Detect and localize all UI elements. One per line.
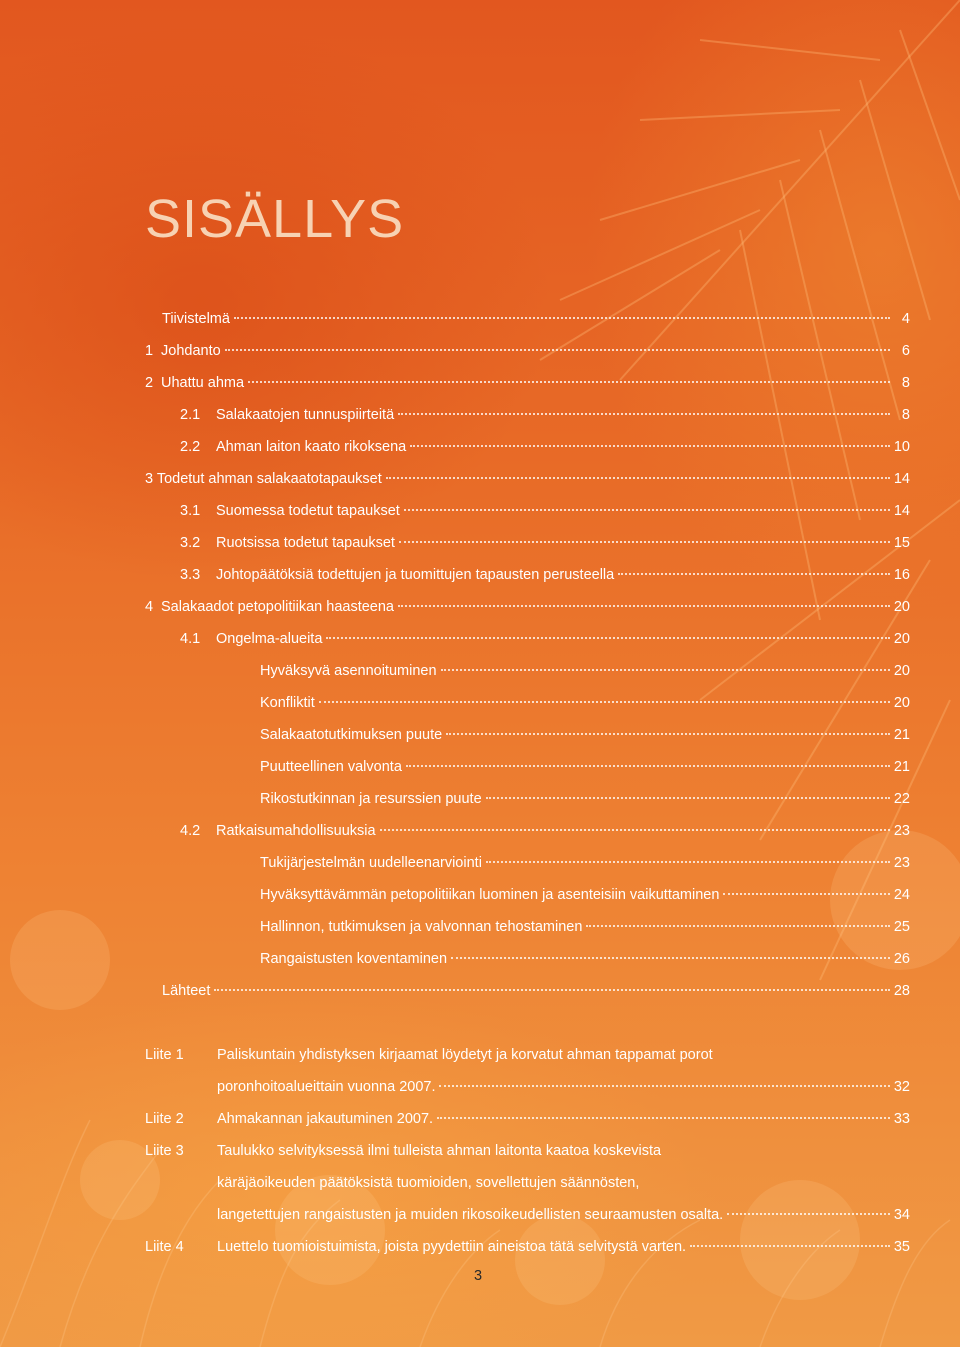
toc-entry[interactable] [162, 309, 910, 329]
toc-entry[interactable] [260, 917, 910, 937]
toc-entry-label: Konfliktit [260, 695, 315, 711]
toc-entry-number: 2 [145, 375, 154, 391]
appendix-page: 33 [893, 1111, 910, 1127]
toc-entry-page: 20 [893, 695, 910, 711]
toc-entry[interactable] [145, 597, 910, 617]
toc-entry-page: 23 [893, 823, 910, 839]
toc-entry-number: 4.1 [180, 631, 201, 647]
toc-entry-page: 20 [893, 631, 910, 647]
appendix-entry[interactable] [217, 1109, 910, 1129]
dot-leader [234, 317, 890, 319]
toc-entry-page: 16 [893, 567, 910, 583]
toc-entry-number: 3.1 [180, 503, 201, 519]
dot-leader [586, 925, 889, 927]
dot-leader [486, 861, 890, 863]
toc-entry[interactable] [180, 405, 910, 425]
appendix-number: Liite 3 [145, 1143, 184, 1159]
appendix-page: 32 [893, 1079, 910, 1095]
appendix-title-line[interactable]: käräjäoikeuden päätöksistä tuomioiden, sovellettujen säännösten, [217, 1175, 640, 1191]
toc-entry[interactable] [145, 341, 910, 361]
toc-entry-page: 15 [893, 535, 910, 551]
toc-entry[interactable] [260, 693, 910, 713]
toc-entry-number: 2.2 [180, 439, 201, 455]
toc-entry-number: 1 [145, 343, 154, 359]
toc-entry-label: Ruotsissa todetut tapaukset [216, 535, 395, 551]
appendix-title-line: Luettelo tuomioistuimista, joista pyydettiin aineistoa tätä selvitystä varten. [217, 1239, 687, 1255]
toc-entry-page: 28 [893, 983, 910, 999]
toc-entry-page: 14 [893, 503, 910, 519]
toc-entry[interactable] [180, 533, 910, 553]
dot-leader [225, 349, 890, 351]
toc-entry-page: 23 [893, 855, 910, 871]
toc-entry-page: 4 [901, 311, 910, 327]
toc-entry-page: 22 [893, 791, 910, 807]
toc-entry[interactable] [145, 469, 910, 489]
appendix-entry[interactable] [217, 1077, 910, 1097]
toc-entry-number: 3.2 [180, 535, 201, 551]
appendix-entry[interactable] [217, 1205, 910, 1225]
dot-leader [398, 605, 890, 607]
toc-entry-label: Rangaistusten koventaminen [260, 951, 448, 967]
toc-entry-page: 20 [893, 599, 910, 615]
toc-entry-label: Hyväksyvä asennoituminen [260, 663, 437, 679]
appendix-number: Liite 2 [145, 1111, 184, 1127]
dot-leader [486, 797, 890, 799]
dot-leader [723, 893, 889, 895]
toc-entry-label: Hallinnon, tutkimuksen ja valvonnan tehostaminen [260, 919, 583, 935]
toc-entry-label: Salakaatotutkimuksen puute [260, 727, 443, 743]
dot-leader [399, 541, 890, 543]
dot-leader [437, 1117, 890, 1119]
dot-leader [319, 701, 890, 703]
dot-leader [248, 381, 890, 383]
toc-entry-page: 8 [901, 375, 910, 391]
dot-leader [326, 637, 889, 639]
toc-entry-label: Salakaatojen tunnuspiirteitä [216, 407, 395, 423]
toc-entry-label: Lähteet [162, 983, 211, 999]
dot-leader [451, 957, 890, 959]
toc-entry-page: 21 [893, 759, 910, 775]
appendix-number: Liite 1 [145, 1047, 184, 1063]
toc-entry-label: Johtopäätöksiä todettujen ja tuomittujen tapausten perusteella [216, 567, 615, 583]
dot-leader [386, 477, 890, 479]
dot-leader [727, 1213, 890, 1215]
toc-entry-page: 8 [901, 407, 910, 423]
toc-entry-page: 10 [893, 439, 910, 455]
toc-entry-number: 2.1 [180, 407, 201, 423]
toc-entry-label: Tiivistelmä [162, 311, 230, 327]
appendix-number: Liite 4 [145, 1239, 184, 1255]
toc-entry-label: Hyväksyttävämmän petopolitiikan luominen ja asenteisiin vaikuttaminen [260, 887, 720, 903]
dot-leader [441, 669, 890, 671]
toc-entry[interactable] [260, 885, 910, 905]
toc-entry-label: Uhattu ahma [161, 375, 245, 391]
appendix-title-line: langetettujen rangaistusten ja muiden rikosoikeudellisten seuraamusten osalta. [217, 1207, 724, 1223]
toc-entry-page: 21 [893, 727, 910, 743]
page-title: SISÄLLYS [145, 189, 405, 249]
dot-leader [214, 989, 889, 991]
toc-entry[interactable] [180, 501, 910, 521]
appendix-title-line: Ahmakannan jakautuminen 2007. [217, 1111, 434, 1127]
dot-leader [439, 1085, 889, 1087]
toc-entry[interactable] [162, 981, 910, 1001]
toc-entry[interactable] [180, 629, 910, 649]
toc-entry-label: Ongelma-alueita [216, 631, 323, 647]
toc-entry-label: 3 Todetut ahman salakaatotapaukset [145, 471, 382, 487]
toc-entry[interactable] [180, 821, 910, 841]
toc-entry-label: Rikostutkinnan ja resurssien puute [260, 791, 482, 807]
dot-leader [618, 573, 890, 575]
dot-leader [380, 829, 890, 831]
toc-entry[interactable] [180, 437, 910, 457]
dot-leader [690, 1245, 890, 1247]
appendix-title-line[interactable]: Taulukko selvityksessä ilmi tulleista ahman laitonta kaatoa koskevista [217, 1143, 662, 1159]
dot-leader [404, 509, 890, 511]
dot-leader [410, 445, 890, 447]
appendix-page: 34 [893, 1207, 910, 1223]
toc-entry-label: Ratkaisumahdollisuuksia [216, 823, 376, 839]
toc-entry[interactable] [180, 565, 910, 585]
appendix-title-line: poronhoitoalueittain vuonna 2007. [217, 1079, 436, 1095]
toc-entry[interactable] [260, 661, 910, 681]
dot-leader [406, 765, 890, 767]
toc-entry-number: 4.2 [180, 823, 201, 839]
toc-entry-page: 14 [893, 471, 910, 487]
toc-entry[interactable] [260, 789, 910, 809]
toc-entry-page: 6 [901, 343, 910, 359]
page-number: 3 [474, 1268, 483, 1284]
toc-entry-label: Ahman laiton kaato rikoksena [216, 439, 407, 455]
toc-entry-page: 25 [893, 919, 910, 935]
dot-leader [398, 413, 890, 415]
toc-entry-page: 24 [893, 887, 910, 903]
toc-entry-label: Puutteellinen valvonta [260, 759, 402, 775]
toc-entry-label: Tukijärjestelmän uudelleenarviointi [260, 855, 482, 871]
appendix-page: 35 [893, 1239, 910, 1255]
toc-entry[interactable] [260, 949, 910, 969]
toc-entry[interactable] [260, 853, 910, 873]
toc-entry[interactable] [145, 373, 910, 393]
appendix-title-line[interactable]: Paliskuntain yhdistyksen kirjaamat löydetyt ja korvatut ahman tappamat porot [217, 1047, 713, 1063]
toc-entry[interactable] [260, 757, 910, 777]
toc-entry-number: 4 [145, 599, 154, 615]
dot-leader [446, 733, 890, 735]
appendix-entry[interactable] [217, 1237, 910, 1257]
toc-entry-page: 26 [893, 951, 910, 967]
toc-entry-page: 20 [893, 663, 910, 679]
toc-entry-label: Suomessa todetut tapaukset [216, 503, 400, 519]
toc-entry[interactable] [260, 725, 910, 745]
toc-entry-number: 3.3 [180, 567, 201, 583]
toc-entry-label: Johdanto [161, 343, 221, 359]
toc-entry-label: Salakaadot petopolitiikan haasteena [161, 599, 394, 615]
